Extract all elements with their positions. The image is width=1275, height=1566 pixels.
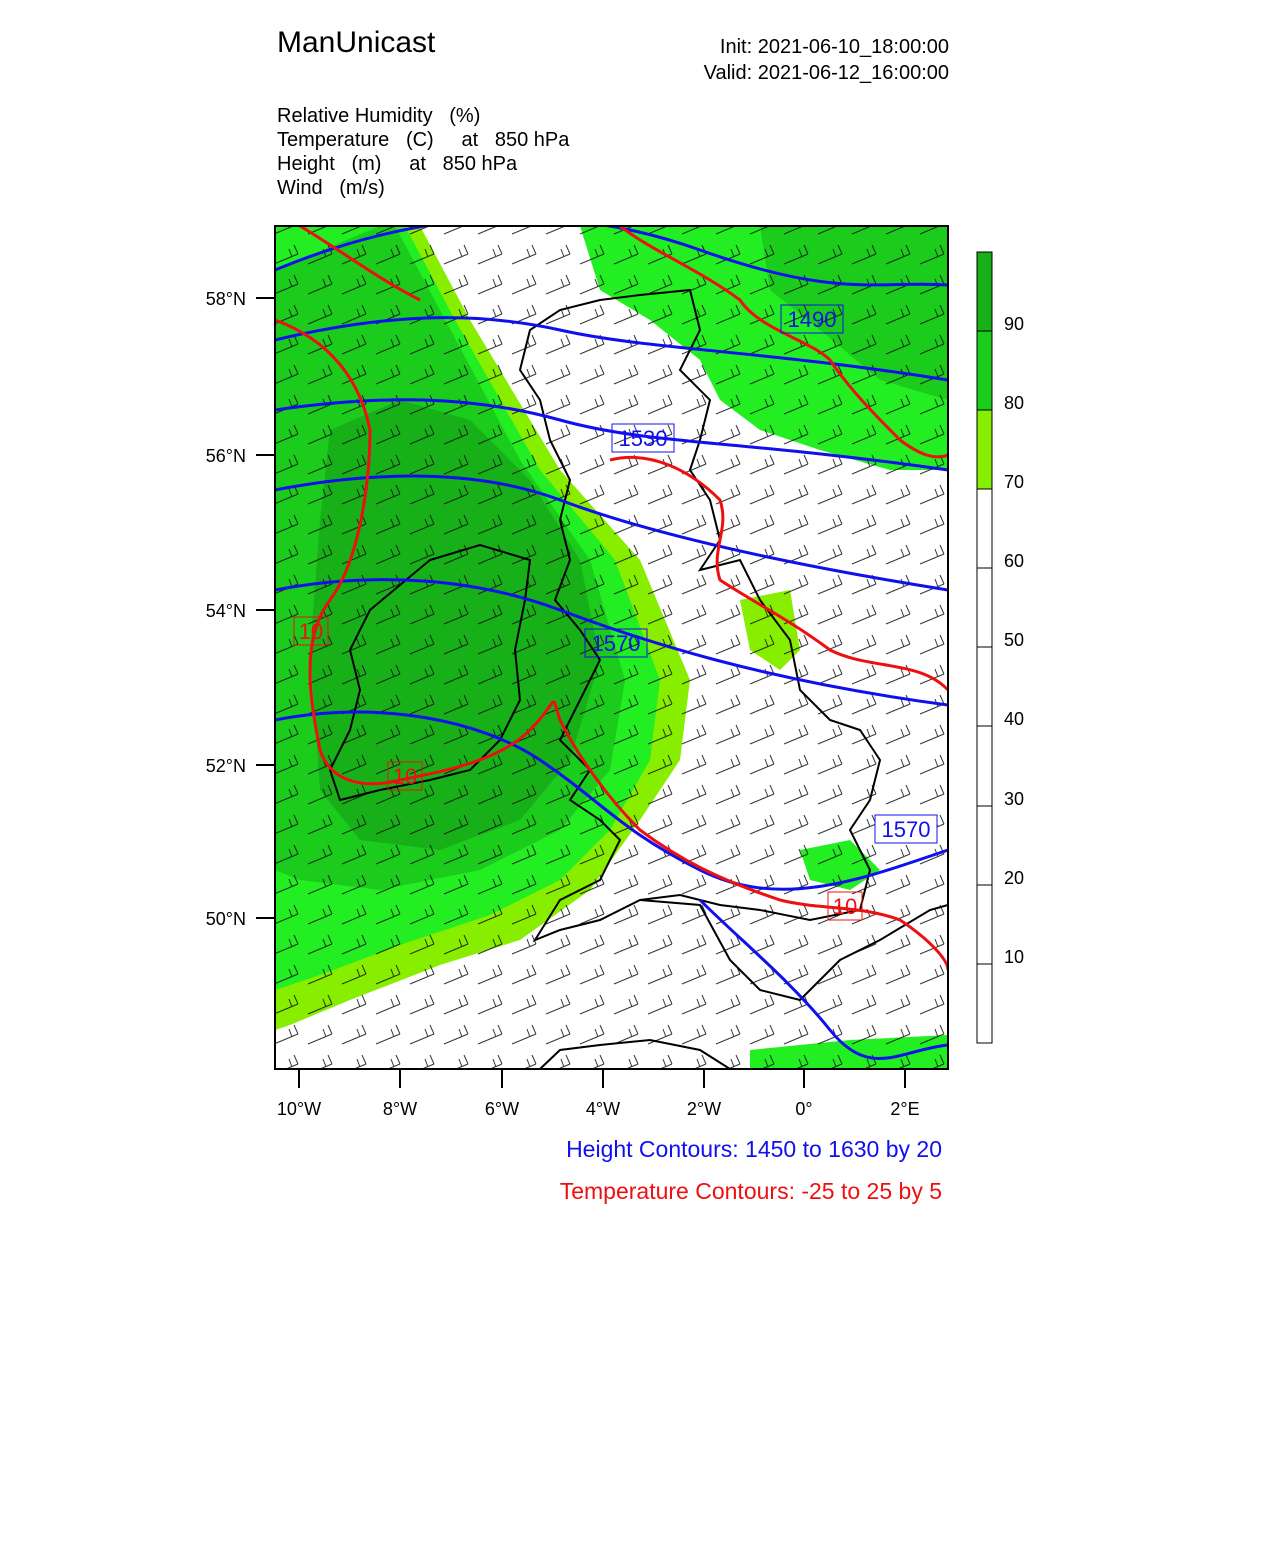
colorbar-label: 90 <box>1004 314 1025 334</box>
colorbar-band-90 <box>977 331 992 410</box>
height-label: 1570 <box>881 817 931 842</box>
lat-tick <box>206 289 275 309</box>
lon-tick <box>485 1069 519 1119</box>
temperature-label: 10 <box>298 619 324 644</box>
colorbar-band-low <box>977 489 992 1043</box>
lat-tick <box>206 909 275 929</box>
svg-text:10°W: 10°W <box>276 1099 322 1119</box>
colorbar <box>977 252 1024 1043</box>
colorbar-label: 40 <box>1004 709 1025 729</box>
temperature-label: 10 <box>832 894 858 919</box>
svg-text:6°W: 6°W <box>484 1099 520 1119</box>
temperature-contours-note: Temperature Contours: -25 to 25 by 5 <box>559 1178 942 1204</box>
lon-tick <box>586 1069 620 1119</box>
lat-tick <box>206 601 275 621</box>
field-height: Height (m) at 850 hPa <box>277 153 518 175</box>
lat-tick <box>206 446 275 466</box>
height-label: 1490 <box>787 307 837 332</box>
svg-text:0°: 0° <box>795 1099 813 1119</box>
colorbar-labels <box>1004 314 1024 967</box>
colorbar-band-95 <box>977 252 992 331</box>
svg-text:52°N: 52°N <box>205 756 246 776</box>
svg-text:50°N: 50°N <box>205 909 246 929</box>
lon-tick <box>383 1069 417 1119</box>
height-contours-note: Height Contours: 1450 to 1630 by 20 <box>566 1136 942 1162</box>
valid-time: Valid: 2021-06-12_16:00:00 <box>703 62 949 84</box>
colorbar-label: 10 <box>1004 947 1025 967</box>
svg-text:8°W: 8°W <box>382 1099 418 1119</box>
svg-text:58°N: 58°N <box>205 289 246 309</box>
svg-text:2°W: 2°W <box>686 1099 722 1119</box>
lon-tick <box>277 1069 321 1119</box>
model-title: ManUnicast <box>277 26 436 59</box>
height-label: 1570 <box>591 631 641 656</box>
init-time: Init: 2021-06-10_18:00:00 <box>719 36 949 58</box>
lon-tick <box>687 1069 721 1119</box>
field-temperature: Temperature (C) at 850 hPa <box>277 129 570 151</box>
colorbar-band-80 <box>977 410 992 489</box>
svg-text:4°W: 4°W <box>585 1099 621 1119</box>
colorbar-label: 80 <box>1004 393 1025 413</box>
svg-text:56°N: 56°N <box>205 446 246 466</box>
colorbar-label: 60 <box>1004 551 1025 571</box>
lon-tick <box>795 1069 812 1119</box>
colorbar-label: 20 <box>1004 868 1025 888</box>
svg-text:2°E: 2°E <box>890 1099 920 1119</box>
longitude-axis <box>277 1069 920 1119</box>
field-rh: Relative Humidity (%) <box>277 105 481 127</box>
temperature-label: 10 <box>392 764 418 789</box>
field-wind: Wind (m/s) <box>277 177 385 199</box>
lat-tick <box>206 756 275 776</box>
latitude-axis <box>206 289 275 929</box>
colorbar-label: 70 <box>1004 472 1025 492</box>
colorbar-label: 50 <box>1004 630 1025 650</box>
colorbar-label: 30 <box>1004 789 1025 809</box>
svg-text:54°N: 54°N <box>205 601 246 621</box>
lon-tick <box>890 1069 919 1119</box>
height-label: 1530 <box>618 426 668 451</box>
